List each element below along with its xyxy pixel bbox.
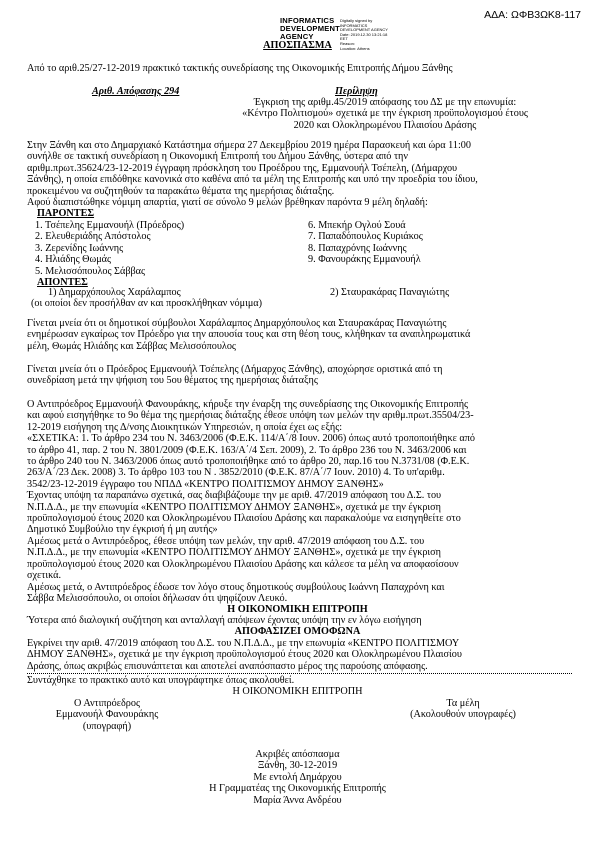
text-line: Σάββα Μελισσόπουλο, οι οποίοι δήλωσαν ότι ψηφίζουν Λευκό. xyxy=(27,592,288,604)
stamp-detail-line: Digitally signed by xyxy=(340,18,373,23)
decision-text xyxy=(27,638,462,672)
departure-paragraph xyxy=(27,364,442,387)
footer-line: Ακριβές απόσπασμα xyxy=(255,749,340,760)
text-line: Ν.Π.Δ.Δ., με την επωνυμία «ΚΕΝΤΡΟ ΠΟΛΙΤΙΣΜΟΥ ΔΗΜΟΥ ΞΑΝΘΗΣ», σχετικά με την έγκριση xyxy=(27,501,441,513)
text-line: συνεδρίαση μετά την ψήφιση του 5ου θέματος της ημερήσιας διάταξης xyxy=(27,375,318,387)
absent-note: (οι οποίοι δεν προσήλθαν αν και προσκλήθηκαν νόμιμα) xyxy=(31,298,263,309)
present-member: 4. Ηλιάδης Θωμάς xyxy=(35,254,112,266)
text-line: αριθμ.πρωτ.35624/23-12-2019 έγγραφη πρόσκληση του Προέδρου της, Εμμανουήλ Τσέπελη, (Δήμαρχου xyxy=(27,162,458,174)
summary-text xyxy=(205,97,565,131)
summary-line: «Κέντρο Πολιτισμού» σχετικά με την έγκριση προϋπολογισμού έτους xyxy=(242,108,528,120)
text-line: προϋπολογισμού έτους 2020 και Ολοκληρωμένου Πλαισίου Δράσης και παρακαλούμε να εισηγηθείτε στο xyxy=(27,513,461,525)
signature-line: Ο Αντιπρόεδρος xyxy=(74,698,140,709)
stamp-detail-line: Date: 2019.12.30 13:21:18 xyxy=(340,31,388,37)
summary-line: Έγκριση της αριθμ.45/2019 απόφασης του ΔΣ με την επωνυμία: xyxy=(253,97,517,108)
text-line: σχετικά. xyxy=(27,570,62,582)
text-line: Γίνεται μνεία ότι οι δημοτικοί σύμβουλοι Χαράλαμπος Δημαρχόπουλος και Σταυρακάρας Παναγιώτης xyxy=(27,318,447,329)
present-member: 8. Παπαχρόνης Ιωάννης xyxy=(308,242,407,254)
stamp-detail-line: EET xyxy=(340,36,348,42)
absent-member-2: 2) Σταυρακάρας Παναγιώτης xyxy=(330,287,450,298)
present-title: ΠΑΡΟΝΤΕΣ xyxy=(37,208,95,219)
present-members-right xyxy=(308,220,423,266)
meeting-paragraph xyxy=(27,140,478,197)
text-line: προϋπολογισμού έτους 2020 και Ολοκληρωμένου Πλαισίου Δράσης και κάλεσε τα μέλη να αποφασίσουν xyxy=(27,558,459,570)
quorum-line: Αφού διαπιστώθηκε νόμιμη απαρτία, γιατί σε σύνολο 9 μελών βρέθηκαν παρόντα 9 μέλη δηλαδή: xyxy=(27,197,428,208)
text-line: Ξάνθης), η οποία επιδόθηκε κανονικά στο καθένα από τα μέλη της Επιτροπής και υπό την προεδρία του ίδιου, xyxy=(27,174,478,186)
text-line: Έχοντας υπόψη τα παραπάνω σχετικά, σας διαβιβάζουμε την με αριθ. 47/2019 απόφαση του Δ.Σ. του xyxy=(27,490,442,502)
signature-line: (Ακολουθούν υπογραφές) xyxy=(410,709,516,721)
ada-code: ΑΔΑ: ΩΦΒ3ΩΚ8-117 xyxy=(484,9,581,21)
stamp-detail-line: INFORMATICS xyxy=(340,22,368,28)
proposal-paragraph xyxy=(27,399,475,604)
decision-number: Αριθ. Απόφασης 294 xyxy=(92,86,180,97)
separator-line xyxy=(27,673,572,674)
summary-title: Περίληψη xyxy=(335,86,378,97)
present-member: 3. Ζερενίδης Ιωάννης xyxy=(35,242,124,254)
footer-line: Ξάνθη, 30-12-2019 xyxy=(257,760,338,772)
text-line: το άρθρο 240 του Ν. 3463/2006 όπως αυτό τροποποιήθηκε από το άρθρο 20, παρ.16 του Ν.3731/08 (Φ.Ε.Κ. xyxy=(27,456,470,468)
signature-line: Εμμανουήλ Φανουράκης xyxy=(55,709,159,721)
text-line: Γίνεται μνεία ότι ο Πρόεδρος Εμμανουήλ Τσέπελης (Δήμαρχος Ξάνθης), αποχώρησε οριστικά από τη xyxy=(27,364,443,375)
text-line: Αμέσως μετά, ο Αντιπρόεδρος έδωσε τον λόγο στους δημοτικούς συμβούλους Ιωάννη Παπαχρόνη και xyxy=(27,581,445,593)
signed-line: Συντάχθηκε το πρακτικό αυτό και υπογράφτηκε όπως ακολουθεί. xyxy=(27,675,295,686)
text-line: συνήλθε σε τακτική συνεδρίαση η Οικονομική Επιτροπή του Δήμου Ξάνθης, ύστερα από την xyxy=(27,151,408,163)
text-line: και αφού εισηγήθηκε το 9ο θέμα της ημερήσιας διάταξης έθεσε υπόψη των μελών την αριθμ.πρωτ.35504/23- xyxy=(27,410,474,422)
absent-title: ΑΠΟΝΤΕΣ xyxy=(37,277,88,288)
stamp-detail-line: Location: Athens xyxy=(340,45,370,51)
present-member: 9. Φανουράκης Εμμανουήλ xyxy=(308,254,421,266)
text-line: ΔΗΜΟΥ ΞΑΝΘΗΣ», σχετικά με την έγκριση προϋπολογισμού έτους 2020 και Ολοκληρωμένου Πλαισίου xyxy=(27,649,462,661)
text-line: Εγκρίνει την αριθ. 47/2019 απόφαση του Δ.Σ. του Ν.Π.Δ.Δ., με την επωνυμία «ΚΕΝΤΡΟ ΠΟΛΙΤΙΣΜΟΥ xyxy=(27,638,460,649)
signature-members xyxy=(388,698,538,721)
summary-line: 2020 και Ολοκληρωμένου Πλαισίου Δράσης xyxy=(293,119,477,131)
stamp-detail-line: Reason: xyxy=(340,40,355,46)
absent-member-1: 1) Δημαρχόπουλος Χαράλαμπος xyxy=(48,287,181,298)
text-line: «ΣΧΕΤΙΚΑ: 1. Το άρθρο 234 του Ν. 3463/2006 (Φ.Ε.Κ. 114/Α΄/8 Ιουν. 2006) όπως αυτό τροποποιήθηκε από xyxy=(27,433,475,445)
stamp-title: INFORMATICS DEVELOPMENT AGENCY xyxy=(280,16,341,42)
text-line: Ο Αντιπρόεδρος Εμμανουήλ Φανουράκης, κήρυξε την έναρξη της συνεδρίασης της Οικονομικής Επιτροπής xyxy=(27,399,469,410)
signature-vice-president xyxy=(32,698,182,732)
signature-line: (υπογραφή) xyxy=(82,720,132,732)
present-members-left xyxy=(35,220,184,277)
text-line: 3542/23-12-2019 έγγραφο του ΝΠΔΔ «ΚΕΝΤΡΟ ΠΟΛΙΤΙΣΜΟΥ ΔΗΜΟΥ ΞΑΝΘΗΣ» xyxy=(27,478,384,490)
text-line: προκειμένου να συζητηθούν τα παρακάτω θέματα της ημερήσιας διάταξης. xyxy=(27,185,335,197)
text-line: Αμέσως μετά ο Αντιπρόεδρος, έθεσε υπόψη των μελών, την αριθ. 47/2019 απόφαση του Δ.Σ. του xyxy=(27,535,425,547)
footer-line: Μαρία Άννα Ανδρέου xyxy=(253,794,342,806)
certified-extract-footer xyxy=(0,749,595,806)
text-line: Ν.Π.Δ.Δ., με την επωνυμία «ΚΕΝΤΡΟ ΠΟΛΙΤΙΣΜΟΥ ΔΗΜΟΥ ΞΑΝΘΗΣ», σχετικά με την έγκριση xyxy=(27,547,441,559)
text-line: το άρθρο 41, παρ. 2 του Ν. 3801/2009 (Φ.Ε.Κ. 163/Α΄/4 Σεπ. 2009), 2. Το άρθρο 236 του Ν. 3463/2006 και xyxy=(27,444,467,456)
footer-line: Με εντολή Δημάρχου xyxy=(253,771,342,783)
text-line: Δημοτικό Συμβούλιο την έγκρισή ή μη αυτής» xyxy=(27,524,218,536)
replacement-paragraph xyxy=(27,318,470,352)
footer-line: Η Γραμματέας της Οικονομικής Επιτροπής xyxy=(209,783,386,795)
text-line: 263/Α΄/23 Δεκ. 2008) 3. Το άρθρο 103 του Ν . 3852/2010 (Φ.Ε.Κ. 87/Α΄/7 Ιουν. 2010) 4. Το υπ'αριθμ. xyxy=(27,467,445,479)
text-line: μέλη, Θωμάς Ηλιάδης και Σάββας Μελισσόπουλος xyxy=(27,340,236,352)
present-member: 6. Μπεκήρ Ογλού Σουά xyxy=(308,220,406,231)
text-line: ενημέρωσαν εγκαίρως τον Πρόεδρο για την απουσία τους και στη θέση τους, κλήθηκαν τα αναπληρωματικά xyxy=(27,329,471,341)
intro-line: Από το αριθ.25/27-12-2019 πρακτικό τακτικής συνεδρίασης της Οικονομικής Επιτροπής Δήμου Ξάνθης xyxy=(27,63,453,74)
present-member: 2. Ελευθεριάδης Απόστολος xyxy=(35,231,151,243)
stamp-detail-line: DEVELOPMENT AGENCY xyxy=(340,27,388,33)
signature-committee: Η ΟΙΚΟΝΟΜΙΚΗ ΕΠΙΤΡΟΠΗ xyxy=(232,686,363,697)
text-line: 12-2019 εισήγηση της Δ/νσης Διοικητικών Υπηρεσιών, η οποία έχει ως εξής: xyxy=(27,421,343,433)
text-line: Δράσης, όπως ακριβώς επισυνάπτεται και αποτελεί αναπόσπαστο μέρος της παρούσης απόφασης. xyxy=(27,660,428,672)
signature-line: Τα μέλη xyxy=(446,698,480,709)
text-line: Στην Ξάνθη και στο Δημαρχιακό Κατάστημα σήμερα 27 Δεκεμβρίου 2019 ημέρα Παρασκευή και ώρα 11:00 xyxy=(27,140,471,151)
present-member: 5. Μελισσόπουλος Σάββας xyxy=(35,265,146,277)
committee-title: Η ΟΙΚΟΝΟΜΙΚΗ ΕΠΙΤΡΟΠΗ xyxy=(227,604,368,615)
decision-heading: ΑΠΟΦΑΣΙΖΕΙ ΟΜΟΦΩΝΑ xyxy=(234,626,361,637)
discussion-line: Ύστερα από διαλογική συζήτηση και ανταλλαγή απόψεων έχοντας υπόψη την εν λόγω εισήγηση xyxy=(27,615,422,626)
present-member: 7. Παπαδόπουλος Κυριάκος xyxy=(308,231,423,243)
document-title: ΑΠΟΣΠΑΣΜΑ xyxy=(263,40,332,51)
present-member: 1. Τσέπελης Εμμανουήλ (Πρόεδρος) xyxy=(35,220,185,231)
